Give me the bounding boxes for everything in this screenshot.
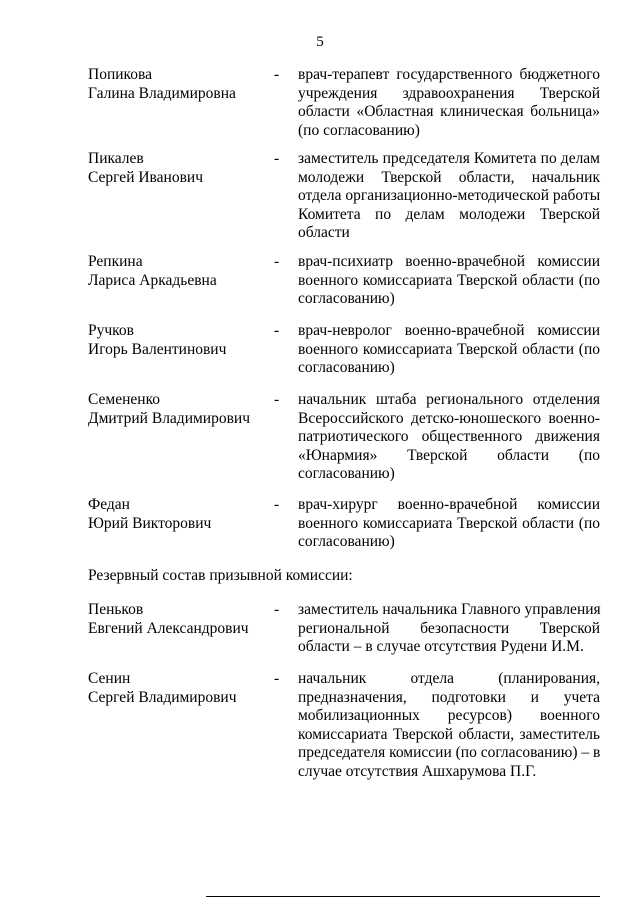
role-line: заместитель начальника Главного управления: [298, 601, 601, 618]
member-given-name: Лариса Аркадьевна: [88, 271, 217, 289]
dash-separator: -: [274, 670, 280, 687]
page-number: 5: [316, 34, 324, 50]
dash-separator: -: [274, 253, 280, 270]
member-given-name: Галина Владимировна: [88, 84, 236, 102]
member-role: [298, 391, 600, 484]
member-name: [88, 496, 268, 533]
member-surname: Пикалев: [88, 150, 144, 167]
role-line: комиссариата Тверской области, заместитель: [298, 725, 600, 743]
role-line: учреждения здравоохранения Тверской: [298, 84, 600, 102]
role-line: «Юнармия» Тверской области (по: [298, 446, 600, 464]
dash-separator: -: [274, 322, 280, 339]
role-line: врач-психиатр военно-врачебной комиссии: [298, 253, 600, 270]
member-surname: Репкина: [88, 253, 143, 270]
member-surname: Сенин: [88, 670, 131, 687]
role-line: случае отсутствия Ашхарумова П.Г.: [298, 762, 537, 780]
member-given-name: Игорь Валентинович: [88, 340, 227, 358]
dash-separator: -: [274, 391, 280, 408]
member-given-name: Сергей Иванович: [88, 168, 204, 186]
role-line: врач-хирург военно-врачебной комиссии: [298, 496, 600, 513]
member-role: [298, 66, 600, 140]
member-role: [298, 253, 600, 309]
role-line: согласованию): [298, 290, 395, 307]
role-line: области «Областная клиническая больница»: [298, 103, 600, 120]
member-name: [88, 253, 268, 290]
role-line: мобилизационных ресурсов) военного: [298, 707, 600, 724]
member-surname: Попикова: [88, 66, 153, 83]
member-role: [298, 496, 600, 552]
member-given-name: Евгений Александрович: [88, 619, 249, 637]
dash-separator: -: [274, 150, 280, 167]
role-line: начальник штаба регионального отделения: [298, 391, 600, 408]
member-role: [298, 150, 600, 243]
role-line: председателя комиссии (по согласованию) – в: [298, 744, 601, 761]
member-given-name: Юрий Викторович: [88, 514, 212, 532]
role-line: молодежи Тверской области, начальник: [298, 168, 600, 186]
member-name: [88, 150, 268, 187]
dash-separator: -: [274, 496, 280, 513]
member-given-name: Дмитрий Владимирович: [88, 409, 251, 427]
role-line: начальник отдела (планирования,: [298, 670, 600, 687]
role-line: области: [298, 224, 350, 241]
member-name: [88, 322, 268, 359]
role-line: врач-терапевт государственного бюджетного: [298, 66, 600, 83]
role-line: заместитель председателя Комитета по делам: [298, 150, 600, 167]
dash-separator: -: [274, 601, 280, 618]
role-line: (по согласованию): [298, 121, 420, 139]
member-role: [298, 322, 600, 378]
member-surname: Пеньков: [88, 601, 144, 618]
bottom-divider: [206, 896, 600, 897]
role-line: Всероссийского детско-юношеского военно-: [298, 409, 600, 427]
member-surname: Ручков: [88, 322, 134, 339]
member-surname: Федан: [88, 496, 130, 513]
member-surname: Семененко: [88, 391, 161, 408]
role-line: врач-невролог военно-врачебной комиссии: [298, 322, 600, 339]
member-role: [298, 601, 600, 657]
role-line: согласованию): [298, 359, 395, 376]
role-line: региональной безопасности Тверской: [298, 619, 600, 637]
role-line: области – в случае отсутствия Рудени И.М.: [298, 638, 584, 655]
member-name: [88, 601, 268, 638]
role-line: предназначения, подготовки и учета: [298, 688, 600, 706]
role-line: патриотического общественного движения: [298, 428, 600, 445]
member-name: [88, 670, 268, 707]
role-line: военного комиссариата Тверской области (по: [298, 514, 600, 532]
role-line: Комитета по делам молодежи Тверской: [298, 205, 600, 223]
role-line: военного комиссариата Тверской области (по: [298, 271, 600, 289]
member-role: [298, 670, 600, 781]
member-name: [88, 66, 268, 103]
reserve-section-heading: Резервный состав призывной комиссии:: [88, 567, 353, 584]
role-line: отдела организационно-методической работы: [298, 187, 601, 204]
member-given-name: Сергей Владимирович: [88, 688, 237, 706]
role-line: согласованию): [298, 533, 395, 550]
dash-separator: -: [274, 66, 280, 83]
role-line: военного комиссариата Тверской области (по: [298, 340, 600, 358]
member-name: [88, 391, 268, 428]
role-line: согласованию): [298, 465, 395, 482]
